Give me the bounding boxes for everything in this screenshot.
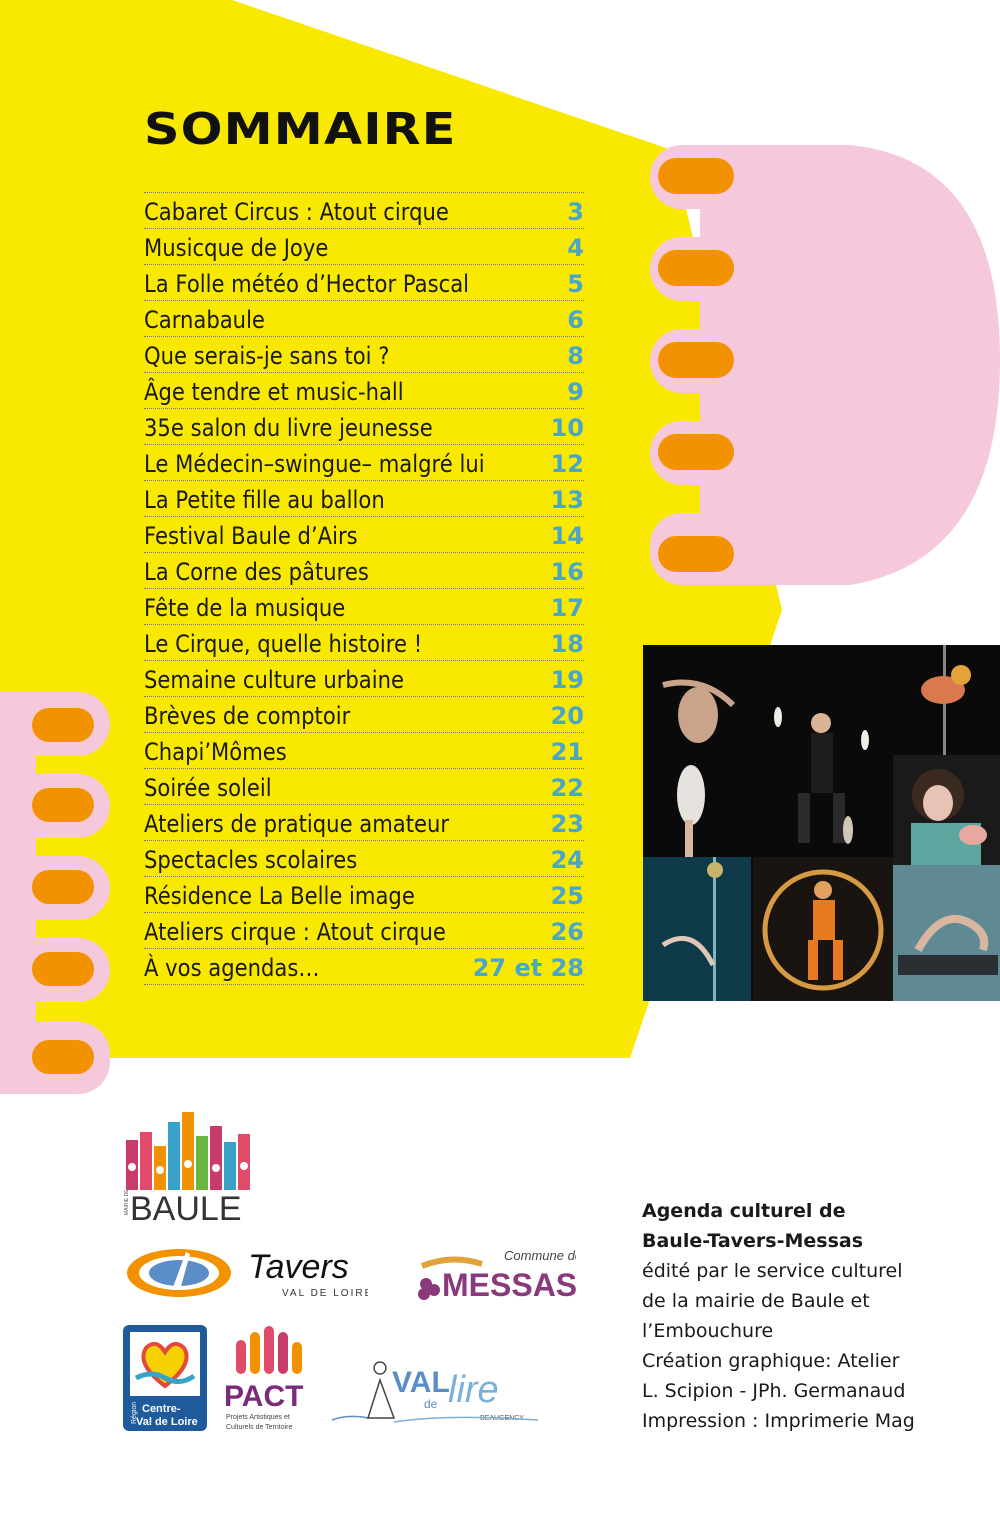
swoosh-logo [124, 1244, 234, 1302]
toc-item [144, 589, 584, 625]
toc-item-page: 5 [567, 270, 584, 298]
toc-item-page: 25 [550, 882, 584, 910]
toc-item [144, 409, 584, 445]
toc-item [144, 193, 584, 229]
toc-item-page: 12 [550, 450, 584, 478]
toc-item-title: Festival Baule d’Airs [144, 522, 358, 550]
toc-item-page: 13 [550, 486, 584, 514]
toc-item-title: Âge tendre et music-hall [144, 378, 404, 406]
toc-item [144, 553, 584, 589]
toc-item-title: Le Médecin–swingue– malgré lui [144, 450, 485, 478]
credits-line: Impression : Imprimerie Mag [642, 1410, 915, 1432]
toc-item-page: 10 [550, 414, 584, 442]
toc-item-title: Ateliers cirque : Atout cirque [144, 918, 446, 946]
table-of-contents [144, 192, 584, 985]
toc-item-title: Le Cirque, quelle histoire ! [144, 630, 423, 658]
credits-line: Création graphique: Atelier [642, 1350, 900, 1372]
toc-item-page: 23 [550, 810, 584, 838]
toc-item-page: 3 [567, 198, 584, 226]
messas-logo-top-text: Commune de [504, 1248, 576, 1263]
credits-line: L. Scipion - JPh. Germanaud [642, 1380, 906, 1402]
pact-logo-subtitle-2: Culturels de Territoire [226, 1424, 293, 1431]
region-centre-val-de-loire-logo [122, 1324, 208, 1432]
credits-line: édité par le service culturel [642, 1260, 903, 1282]
page-title: SOMMAIRE [144, 104, 457, 155]
toc-item [144, 949, 584, 985]
toc-item [144, 733, 584, 769]
toc-item-page: 21 [550, 738, 584, 766]
toc-item-title: Fête de la musique [144, 594, 346, 622]
pact-logo-subtitle-1: Projets Artistiques et [226, 1414, 290, 1421]
toc-item-page: 19 [550, 666, 584, 694]
cyr-wheel-photo [753, 857, 893, 1001]
pact-logo-text: PACT [224, 1380, 304, 1413]
toc-item-title: Semaine culture urbaine [144, 666, 404, 694]
tavers-logo-text: Tavers [248, 1248, 349, 1286]
credits-line: l’Embouchure [642, 1320, 774, 1342]
credits-title-1: Agenda culturel de [642, 1200, 846, 1222]
region-logo-side-text: Région [131, 1401, 138, 1424]
toc-item [144, 769, 584, 805]
toc-item [144, 841, 584, 877]
toc-item-title: La Corne des pâtures [144, 558, 369, 586]
val-de-lire-logo [328, 1350, 544, 1430]
toc-item [144, 445, 584, 481]
region-logo-text-2: Val de Loire [136, 1416, 198, 1428]
credits-title-2: Baule-Tavers-Messas [642, 1230, 864, 1252]
toc-item-title: Carnabaule [144, 306, 265, 334]
clown-photo [893, 755, 1000, 865]
toc-item-title: La Petite fille au ballon [144, 486, 385, 514]
toc-item-page: 24 [550, 846, 584, 874]
toc-item [144, 517, 584, 553]
toc-item-title: Chapi’Mômes [144, 738, 287, 766]
toc-item-title: Spectacles scolaires [144, 846, 358, 874]
credits-line: de la mairie de Baule et [642, 1290, 870, 1312]
toc-item-title: À vos agendas… [144, 954, 320, 982]
toc-item-title: Brèves de comptoir [144, 702, 351, 730]
toc-item-page: 8 [567, 342, 584, 370]
toc-item-title: Ateliers de pratique amateur [144, 810, 450, 838]
toc-item [144, 373, 584, 409]
toc-item-page: 17 [550, 594, 584, 622]
toc-item-page: 27 et 28 [472, 954, 584, 982]
toc-item-page: 18 [550, 630, 584, 658]
region-logo-text-1: Centre- [142, 1403, 181, 1415]
toc-item-title: Résidence La Belle image [144, 882, 415, 910]
tavers-logo-subtitle: VAL DE LOIRE [282, 1288, 368, 1299]
toc-item [144, 913, 584, 949]
val-de-lire-text-1: VAL [392, 1366, 450, 1399]
toc-item-page: 4 [567, 234, 584, 262]
circus-photo-collage [643, 645, 1000, 1001]
toc-item [144, 229, 584, 265]
toc-item [144, 481, 584, 517]
contortionist-photo [893, 865, 1000, 1001]
pink-comb-right [650, 145, 1000, 585]
toc-item-page: 20 [550, 702, 584, 730]
toc-item-page: 26 [550, 918, 584, 946]
toc-item-page: 6 [567, 306, 584, 334]
toc-item-page: 16 [550, 558, 584, 586]
toc-item-page: 9 [567, 378, 584, 406]
toc-item [144, 805, 584, 841]
silks-photo [643, 857, 751, 1001]
val-de-lire-subtitle: BEAUGENCY [480, 1415, 524, 1422]
baule-logo-small-text: MAIRIE DE [124, 1189, 130, 1215]
toc-item-page: 22 [550, 774, 584, 802]
val-de-lire-text-3: lire [448, 1369, 499, 1411]
toc-item-title: Soirée soleil [144, 774, 272, 802]
toc-item-title: La Folle météo d’Hector Pascal [144, 270, 470, 298]
toc-item [144, 661, 584, 697]
val-de-lire-text-2: de [424, 1397, 438, 1411]
toc-item [144, 265, 584, 301]
messas-logo-text: MESSAS [442, 1267, 576, 1303]
toc-item-title: Musicque de Joye [144, 234, 329, 262]
toc-item-page: 14 [550, 522, 584, 550]
baule-logo [120, 1112, 260, 1224]
toc-item [144, 697, 584, 733]
pact-logo [222, 1322, 314, 1434]
toc-item-title: Cabaret Circus : Atout cirque [144, 198, 449, 226]
toc-item [144, 301, 584, 337]
messas-logo [412, 1244, 576, 1304]
toc-item [144, 337, 584, 373]
credits-block [642, 1196, 982, 1436]
tavers-logo [246, 1242, 368, 1300]
baule-logo-text: BAULE [130, 1190, 242, 1224]
toc-item [144, 877, 584, 913]
toc-item-title: Que serais-je sans toi ? [144, 342, 390, 370]
toc-item [144, 625, 584, 661]
toc-item-title: 35e salon du livre jeunesse [144, 414, 433, 442]
